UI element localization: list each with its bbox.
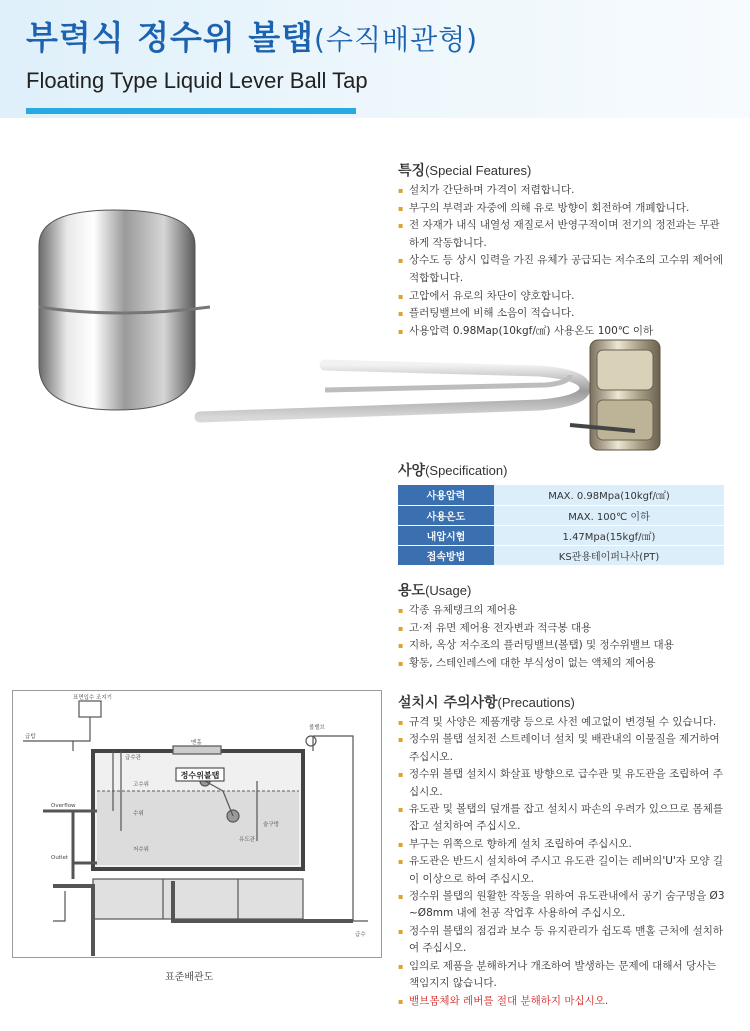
list-item: ▪ 정수위 볼탭 설치전 스트레이너 설치 및 배관내의 이물질을 제거하여 주십시오. <box>398 731 728 766</box>
spec-label: 접속방법 <box>398 545 494 565</box>
manhole-shape <box>173 746 221 754</box>
overflow-pipe <box>43 811 97 841</box>
table-row <box>398 545 724 565</box>
list-item: ▪ 지하, 옥상 저수조의 플러팅밸브(볼탭) 및 정수위밸브 대용 <box>398 637 728 655</box>
list-item: ▪ 전 자재가 내식 내열성 재질로서 반영구적이며 전기의 정전과는 무관하게 작동합니다. <box>398 217 728 252</box>
list-item: ▪ 정수위 볼탭의 원활한 작동을 위하여 유도관내에서 공기 숨구멍을 Ø3 ~Ø8mm 내에 천공 작업후 사용하여 주십시오. <box>398 888 728 923</box>
diagram-label: 급탑 <box>25 734 36 740</box>
features-list <box>398 182 728 340</box>
usage-list <box>398 602 728 672</box>
list-item: ▪ 플러팅밸브에 비해 소음이 적습니다. <box>398 305 728 323</box>
table-row <box>398 525 724 545</box>
foundation-block <box>93 879 303 919</box>
diagram-label: 수위 <box>133 811 144 817</box>
spec-label: 사용압력 <box>398 485 494 505</box>
diagram-label: 급수 <box>355 932 366 938</box>
diagram-label: 유도관 <box>239 837 255 843</box>
diagram-label: 볼밸브 <box>309 725 325 731</box>
diagram-label: Outlet <box>51 855 69 861</box>
diagram-label: 맨홀 <box>191 740 202 746</box>
spec-heading <box>398 460 507 480</box>
list-item: ▪ 규격 및 사양은 제품개량 등으로 사전 예고없이 변경될 수 있습니다. <box>398 714 728 731</box>
precautions-heading <box>398 692 575 712</box>
features-title-ko: 특징 <box>398 163 426 179</box>
page-header <box>0 0 750 118</box>
spec-title-ko: 사양 <box>398 463 426 479</box>
title-sub: (수직배관형) <box>314 23 479 56</box>
list-item: ▪ 설치가 간단하며 가격이 저렴합니다. <box>398 182 728 200</box>
list-item: ▪ 부구는 위쪽으로 향하게 설치 조립하여 주십시오. <box>398 836 728 853</box>
supply-pipe <box>313 736 368 921</box>
features-heading <box>398 160 531 180</box>
list-item: ▪ 임의로 제품을 분해하거나 개조하여 발생하는 문제에 대해서 당사는 책임지지 않습니다. <box>398 958 728 993</box>
list-item: ▪ 유도관 및 볼탭의 덮개를 잡고 설치시 파손의 우려가 있으므로 몸체를 잡고 설치하여 주십시오. <box>398 801 728 836</box>
diagram-label: Overflow <box>51 803 76 809</box>
control-box-shape <box>79 701 101 717</box>
list-item: ▪ 정수위 볼탭의 점검과 보수 등 유지관리가 쉽도록 맨홀 근처에 설치하여 주십시오. <box>398 923 728 958</box>
diagram-label: 고수위 <box>133 782 149 788</box>
list-item: ▪ 정수위 볼탭 설치시 화살표 방향으로 급수관 및 유도관을 조립하여 주십시오. <box>398 766 728 801</box>
table-row <box>398 505 724 525</box>
list-item: ▪ 사용압력 0.98Map(10kgf/㎠) 사용온도 100℃ 이하 <box>398 323 728 341</box>
list-item: ▪ 상수도 등 상시 입력을 가진 유체가 공급되는 저수조의 고수위 제어에 적합합니다. <box>398 252 728 287</box>
left-drain-detail <box>53 891 65 921</box>
page-subtitle: Floating Type Liquid Lever Ball Tap <box>26 68 368 93</box>
table-row <box>398 485 724 505</box>
diagram-label: 숨구멍 <box>263 822 279 828</box>
tank-water <box>97 791 299 865</box>
title-underline <box>26 108 356 114</box>
control-line <box>73 717 90 751</box>
piping-diagram-drawing <box>13 691 382 958</box>
piping-diagram <box>12 690 382 958</box>
ball-tap-tag: 정수위볼탭 <box>180 771 220 780</box>
spec-value: 1.47Mpa(15kgf/㎠) <box>494 525 724 545</box>
diagram-label: 저수위 <box>133 847 149 853</box>
warning-item: ▪ 밸브몸체와 레버를 절대 분해하지 마십시오. <box>398 993 728 1010</box>
ball-valve-shape <box>306 736 316 746</box>
diagram-label: 급수관 <box>125 755 141 761</box>
spec-label: 내압시험 <box>398 525 494 545</box>
spec-value: KS관용테이퍼나사(PT) <box>494 545 724 565</box>
diagram-caption: 표준배관도 <box>165 972 214 983</box>
spec-label: 사용온도 <box>398 505 494 525</box>
page-title <box>26 12 478 59</box>
usage-heading <box>398 580 471 600</box>
diagram-label: 표면입수 조지기 <box>73 695 112 701</box>
usage-title-ko: 용도 <box>398 583 426 599</box>
spec-value: MAX. 100℃ 이하 <box>494 505 724 525</box>
usage-title-en: (Usage) <box>425 583 472 598</box>
features-title-en: (Special Features) <box>425 163 532 178</box>
list-item: ▪ 각종 유체탱크의 제어용 <box>398 602 728 620</box>
list-item: ▪ 황동, 스테인레스에 대한 부식성이 없는 액체의 제어용 <box>398 655 728 673</box>
precautions-title-ko: 설치시 주의사항 <box>398 695 498 711</box>
precautions-title-en: (Precautions) <box>497 695 575 710</box>
list-item: ▪ 고압에서 유로의 차단이 양호합니다. <box>398 288 728 306</box>
title-main: 부력식 정수위 볼탭 <box>26 18 315 57</box>
spec-title-en: (Specification) <box>425 463 508 478</box>
list-item: ▪ 유도관은 반드시 설치하여 주시고 유도관 길이는 레버의'U'자 모양 길이 이상으로 하여 주십시오. <box>398 853 728 888</box>
precautions-list <box>398 714 728 1010</box>
spec-table <box>398 485 724 566</box>
list-item: ▪ 고·저 유면 제어용 전자변과 적극봉 대용 <box>398 620 728 638</box>
list-item: ▪ 부구의 부력과 자중에 의해 유로 방향이 회전하여 개폐합니다. <box>398 200 728 218</box>
spec-value: MAX. 0.98Mpa(10kgf/㎠) <box>494 485 724 505</box>
